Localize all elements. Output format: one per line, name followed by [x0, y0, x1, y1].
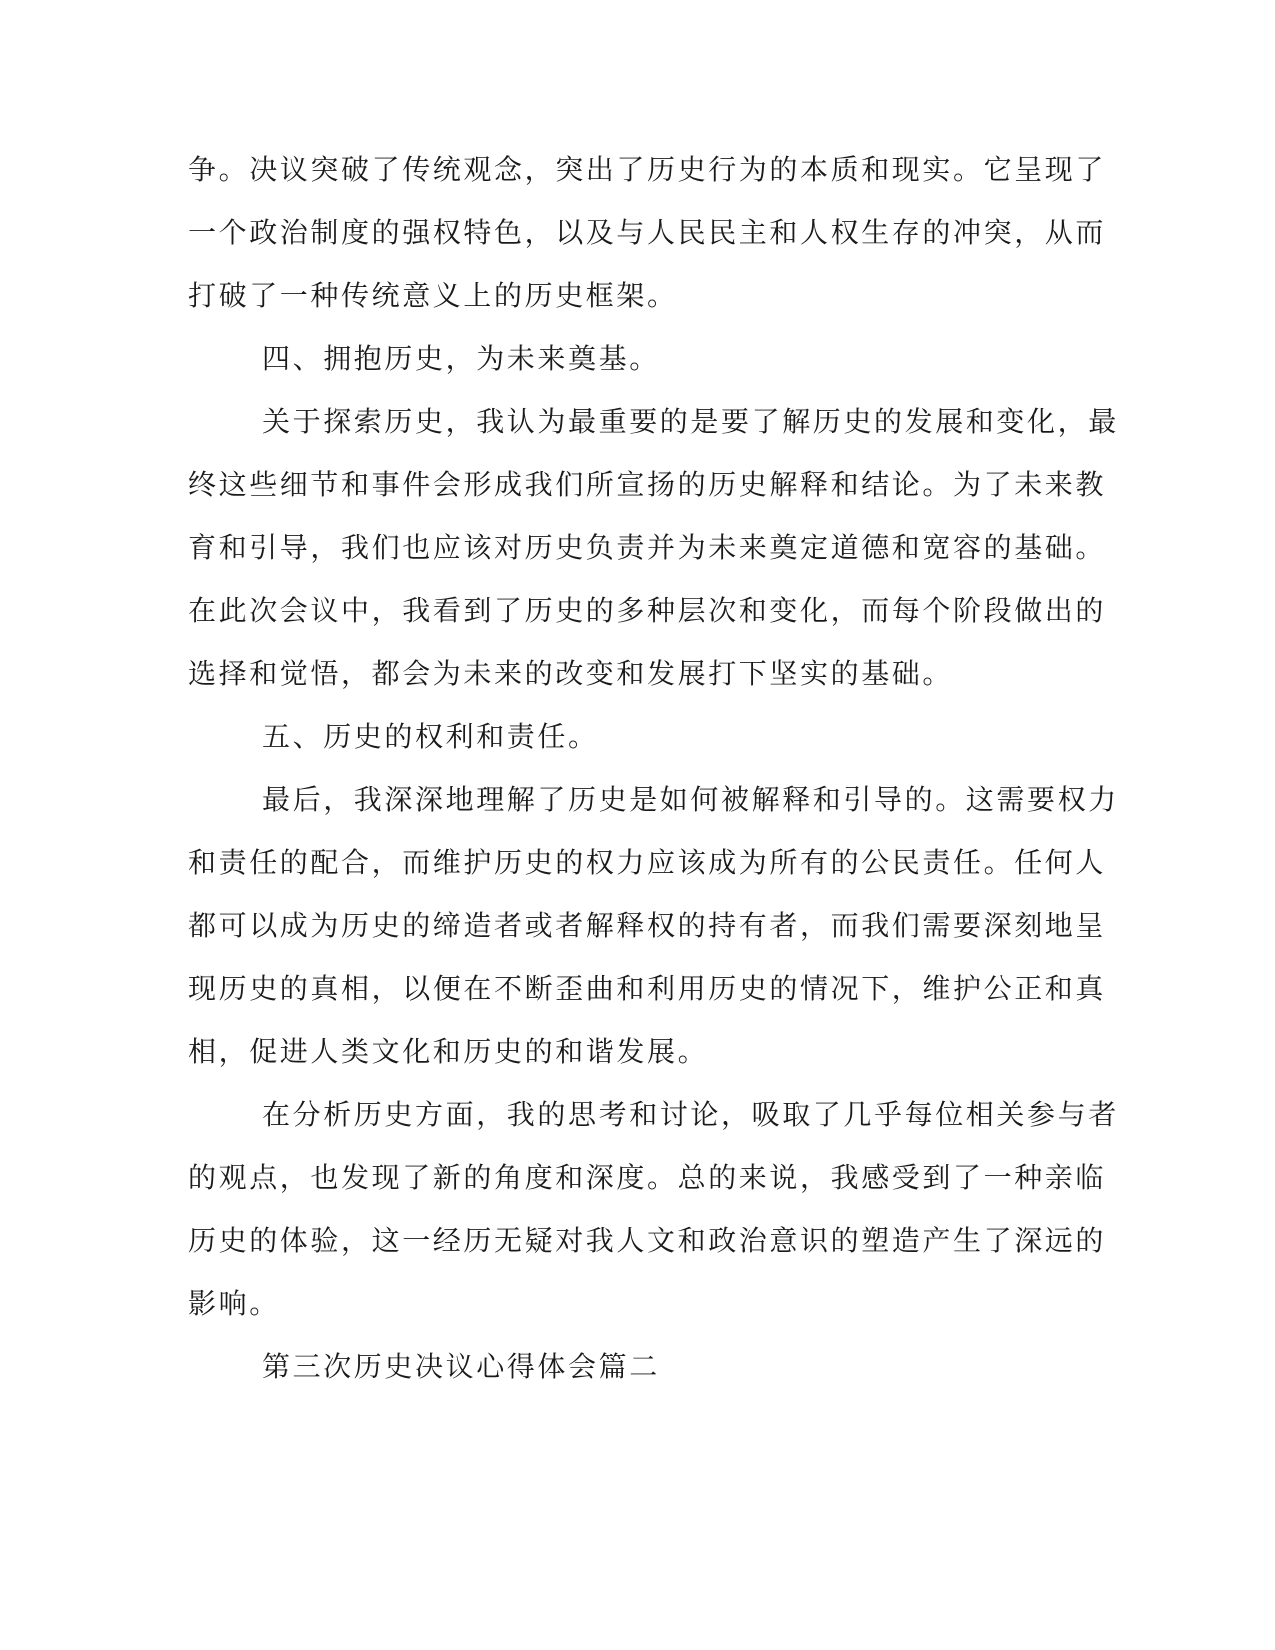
text-line: 在此次会议中，我看到了历史的多种层次和变化，而每个阶段做出的 — [188, 594, 1107, 627]
text-line: 历史的体验，这一经历无疑对我人文和政治意识的塑造产生了深远的 — [188, 1224, 1107, 1257]
text-line: 争。决议突破了传统观念，突出了历史行为的本质和现实。它呈现了 — [188, 153, 1107, 186]
text-line: 都可以成为历史的缔造者或者解释权的持有者，而我们需要深刻地呈 — [188, 909, 1107, 942]
section-heading: 四、拥抱历史，为未来奠基。 — [262, 342, 660, 375]
text-line: 终这些细节和事件会形成我们所宣扬的历史解释和结论。为了未来教 — [188, 468, 1107, 501]
text-line: 影响。 — [188, 1287, 280, 1320]
text-line: 育和引导，我们也应该对历史负责并为未来奠定道德和宽容的基础。 — [188, 531, 1107, 564]
paragraph-first-line: 关于探索历史，我认为最重要的是要了解历史的发展和变化，最 — [262, 405, 1119, 438]
paragraph-first-line: 最后，我深深地理解了历史是如何被解释和引导的。这需要权力 — [262, 783, 1119, 816]
text-line: 打破了一种传统意义上的历史框架。 — [188, 279, 678, 312]
section-heading: 五、历史的权利和责任。 — [262, 720, 599, 753]
text-line: 选择和觉悟，都会为未来的改变和发展打下坚实的基础。 — [188, 657, 954, 690]
document-body — [188, 138, 1119, 1398]
text-line: 相，促进人类文化和历史的和谐发展。 — [188, 1035, 709, 1068]
text-line: 一个政治制度的强权特色，以及与人民民主和人权生存的冲突，从而 — [188, 216, 1107, 249]
text-line: 的观点，也发现了新的角度和深度。总的来说，我感受到了一种亲临 — [188, 1161, 1107, 1194]
text-line: 现历史的真相，以便在不断歪曲和利用历史的情况下，维护公正和真 — [188, 972, 1107, 1005]
article-title: 第三次历史决议心得体会篇二 — [262, 1350, 660, 1383]
paragraph-first-line: 在分析历史方面，我的思考和讨论，吸取了几乎每位相关参与者 — [262, 1098, 1119, 1131]
text-line: 和责任的配合，而维护历史的权力应该成为所有的公民责任。任何人 — [188, 846, 1107, 879]
